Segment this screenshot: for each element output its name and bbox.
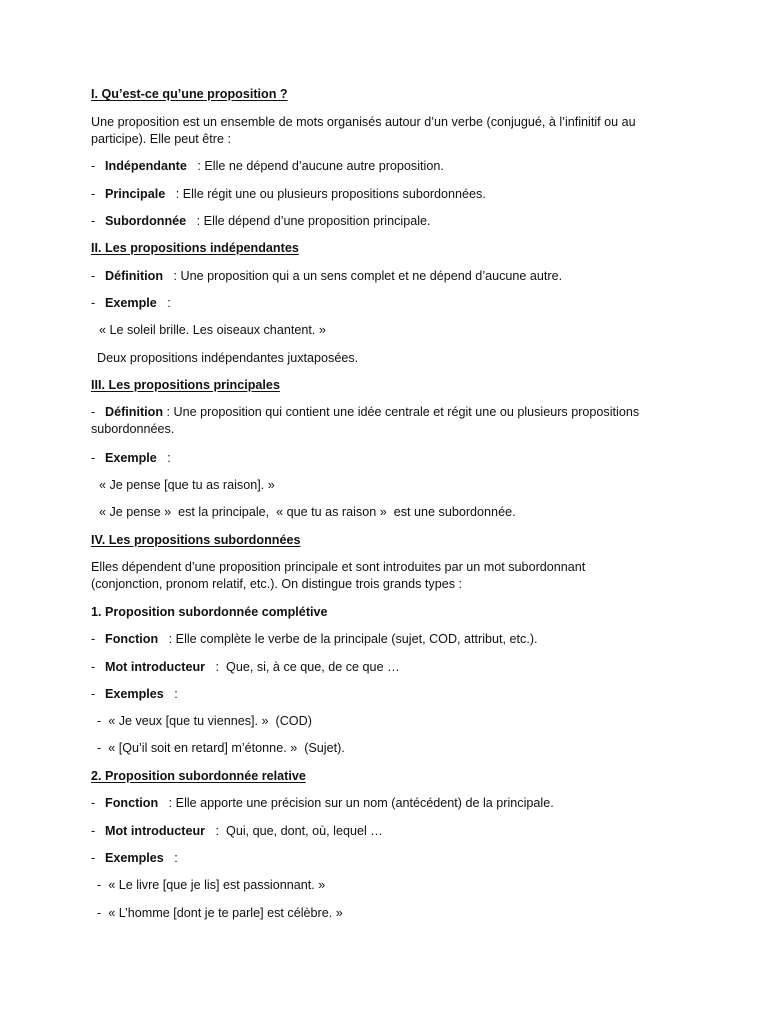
list-item <box>91 186 691 203</box>
term-principale: Principale <box>105 187 166 201</box>
section-3-title: III. Les propositions principales <box>91 378 280 392</box>
term-exemple: Exemple <box>105 451 157 465</box>
definition-text: : Une proposition qui a un sens complet et ne dépend d’aucune autre. <box>163 269 563 283</box>
list-item <box>91 631 691 648</box>
list-dash: - <box>91 687 96 701</box>
definition-text: : Elle apporte une précision sur un nom (antécédent) de la principale. <box>158 796 554 810</box>
section-1-title: I. Qu’est-ce qu’une proposition ? <box>91 87 288 101</box>
list-item <box>91 795 691 812</box>
section-4-title: IV. Les propositions subordonnées <box>91 533 301 547</box>
colon-text: : <box>163 851 178 865</box>
term-independante: Indépendante <box>105 159 187 173</box>
list-dash: - <box>91 159 96 173</box>
list-dash: - <box>91 796 96 810</box>
term-fonction: Fonction <box>105 796 159 810</box>
example-note: Deux propositions indépendantes juxtaposées. <box>97 351 359 365</box>
definition-text: : Une proposition qui contient une idée centrale et régit une ou plusieurs propositions subordonnées. <box>91 405 640 436</box>
colon-text: : <box>156 296 171 310</box>
term-exemple: Exemple <box>105 296 157 310</box>
list-item <box>91 850 691 867</box>
list-dash: - <box>91 187 96 201</box>
list-item <box>91 450 691 467</box>
list-item <box>91 404 651 438</box>
example-quote: - « Le livre [que je lis] est passionnant. » <box>97 878 326 892</box>
term-exemples: Exemples <box>105 687 164 701</box>
list-dash: - <box>91 824 96 838</box>
list-dash: - <box>91 660 96 674</box>
example-quote: « Je pense [que tu as raison]. » <box>99 478 275 492</box>
list-item <box>91 686 691 703</box>
definition-text: : Qui, que, dont, où, lequel … <box>205 824 383 838</box>
list-dash: - <box>91 405 96 419</box>
subsection-2-title: 2. Proposition subordonnée relative <box>91 769 306 783</box>
term-subordonnee: Subordonnée <box>105 214 187 228</box>
list-item <box>91 213 691 230</box>
definition-text: : Elle ne dépend d’aucune autre proposition. <box>186 159 444 173</box>
list-dash: - <box>91 214 96 228</box>
list-dash: - <box>91 269 96 283</box>
list-dash: - <box>91 451 96 465</box>
list-dash: - <box>91 632 96 646</box>
definition-text: : Elle régit une ou plusieurs propositions subordonnées. <box>165 187 486 201</box>
list-item <box>91 268 691 285</box>
list-item <box>91 659 691 676</box>
subsection-1-title: 1. Proposition subordonnée complétive <box>91 605 328 619</box>
definition-text: : Elle complète le verbe de la principale (sujet, COD, attribut, etc.). <box>158 632 538 646</box>
term-mot-introducteur: Mot introducteur <box>105 824 206 838</box>
colon-text: : <box>163 687 178 701</box>
term-mot-introducteur: Mot introducteur <box>105 660 206 674</box>
term-definition: Définition <box>105 405 164 419</box>
example-quote: - « Je veux [que tu viennes]. » (COD) <box>97 714 312 728</box>
term-exemples: Exemples <box>105 851 164 865</box>
list-item <box>91 295 691 312</box>
list-dash: - <box>91 851 96 865</box>
definition-text: : Elle dépend d’une proposition principale. <box>186 214 431 228</box>
example-quote: - « [Qu’il soit en retard] m’étonne. » (Sujet). <box>97 741 345 755</box>
term-definition: Définition <box>105 269 164 283</box>
example-quote: « Le soleil brille. Les oiseaux chantent. » <box>99 323 326 337</box>
list-item <box>91 823 691 840</box>
colon-text: : <box>156 451 171 465</box>
definition-text: : Que, si, à ce que, de ce que … <box>205 660 400 674</box>
section-2-title: II. Les propositions indépendantes <box>91 241 299 255</box>
list-item <box>91 158 691 175</box>
section-4-intro: Elles dépendent d’une proposition principale et sont introduites par un mot subordonnant (conjonction, pronom relatif, etc.). On distingue trois grands types : <box>91 560 586 591</box>
example-note: « Je pense » est la principale, « que tu as raison » est une subordonnée. <box>99 505 516 519</box>
section-1-intro: Une proposition est un ensemble de mots organisés autour d’un verbe (conjugué, à l’infinitif ou au participe). Elle peut être : <box>91 115 636 146</box>
list-dash: - <box>91 296 96 310</box>
term-fonction: Fonction <box>105 632 159 646</box>
example-quote: - « L’homme [dont je te parle] est célèbre. » <box>97 906 343 920</box>
